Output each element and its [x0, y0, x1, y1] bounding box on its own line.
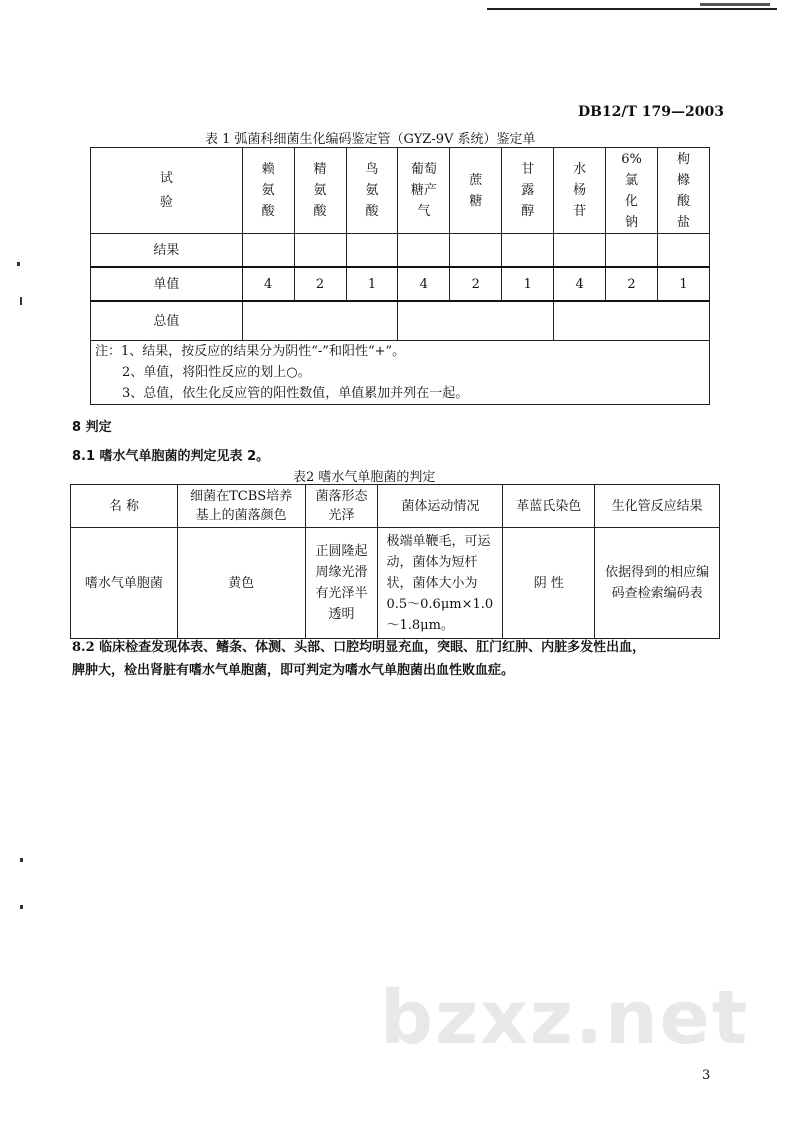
- unit-value: 1: [346, 267, 398, 301]
- table2: [70, 484, 720, 639]
- table2-row: [71, 528, 720, 639]
- total-cell: [554, 301, 710, 341]
- header-rule-accent: [700, 3, 770, 6]
- unit-value: 1: [657, 267, 709, 301]
- column-header: 革蓝氏染色: [503, 485, 595, 528]
- column-header: 6%氯化钠: [606, 148, 658, 234]
- note-2: 2、单值，将阳性反应的划上○。: [122, 365, 311, 380]
- unit-label: 单值: [91, 267, 243, 301]
- column-header: 水杨苷: [554, 148, 606, 234]
- motility: 极端单鞭毛，可运动，菌体为短杆状，菌体大小为0.5～0.6μm×1.0～1.8μm。: [378, 528, 503, 639]
- unit-value-row: [91, 267, 710, 301]
- table1-notes: [90, 338, 710, 405]
- column-header: 葡萄糖产气: [398, 148, 450, 234]
- table1-header-row: [91, 148, 710, 234]
- column-header: 菌落形态光泽: [305, 485, 378, 528]
- result-cell: [606, 234, 658, 268]
- table1-caption: 表 1 弧菌科细菌生化编码鉴定管（GYZ-9V 系统）鉴定单: [205, 132, 536, 147]
- unit-value: 4: [554, 267, 606, 301]
- note-1: 注：1、结果，按反应的结果分为阴性“-”和阳性“+”。: [95, 344, 406, 359]
- result-cell: [450, 234, 502, 268]
- scan-mark: [17, 262, 20, 266]
- column-header: 甘露醇: [502, 148, 554, 234]
- test-label: 试 验: [159, 170, 173, 210]
- page-number: 3: [702, 1068, 711, 1083]
- colony-color: 黄色: [177, 528, 305, 639]
- table2-header-row: [71, 485, 720, 528]
- column-header: 赖氨酸: [242, 148, 294, 234]
- total-cell: [398, 301, 554, 341]
- unit-value: 2: [294, 267, 346, 301]
- result-cell: [346, 234, 398, 268]
- header-rule: [487, 8, 777, 10]
- column-header: 生化管反应结果: [595, 485, 720, 528]
- document-number: DB12/T 179—2003: [577, 104, 724, 120]
- column-header: 鸟氨酸: [346, 148, 398, 234]
- scan-mark: [20, 297, 22, 305]
- unit-value: 4: [242, 267, 294, 301]
- colony-morphology: 正圆隆起周缘光滑有光泽半透明: [305, 528, 378, 639]
- table1: [90, 147, 710, 341]
- table2-caption: 表2 嗜水气单胞菌的判定: [293, 470, 436, 485]
- unit-value: 2: [606, 267, 658, 301]
- unit-value: 2: [450, 267, 502, 301]
- result-cell: [398, 234, 450, 268]
- bacteria-name: 嗜水气单胞菌: [71, 528, 178, 639]
- total-label: 总值: [91, 301, 243, 341]
- result-cell: [657, 234, 709, 268]
- column-header: 枸橼酸盐: [657, 148, 709, 234]
- gram-stain: 阴 性: [503, 528, 595, 639]
- section-8-title: 8 判定: [72, 420, 112, 435]
- column-header: 蔗糖: [450, 148, 502, 234]
- section-8-1: 8.1 嗜水气单胞菌的判定见表 2。: [72, 449, 270, 464]
- unit-value: 1: [502, 267, 554, 301]
- result-row: [91, 234, 710, 268]
- column-header: 名 称: [71, 485, 178, 528]
- total-cell: [242, 301, 398, 341]
- column-header: 菌体运动情况: [378, 485, 503, 528]
- result-cell: [502, 234, 554, 268]
- result-cell: [242, 234, 294, 268]
- column-header: 细菌在TCBS培养基上的菌落颜色: [177, 485, 305, 528]
- total-row: [91, 301, 710, 341]
- result-cell: [294, 234, 346, 268]
- column-header: 精氨酸: [294, 148, 346, 234]
- scan-mark: [20, 858, 23, 862]
- note-3: 3、总值，依生化反应管的阳性数值，单值累加并列在一起。: [122, 386, 469, 401]
- watermark: bzxz.net: [380, 975, 750, 1061]
- test-label-cell: [91, 148, 243, 234]
- result-cell: [554, 234, 606, 268]
- unit-value: 4: [398, 267, 450, 301]
- biochem-result: 依据得到的相应编码查检索编码表: [595, 528, 720, 639]
- section-8-2-line-2: 脾肿大，检出肾脏有嗜水气单胞菌，即可判定为嗜水气单胞菌出血性败血症。: [72, 663, 515, 678]
- result-label: 结果: [91, 234, 243, 268]
- scan-mark: [20, 905, 23, 909]
- section-8-2-line-1: 8.2 临床检查发现体表、鳍条、体测、头部、口腔均明显充血，突眼、肛门红肿、内脏多发性出血，: [72, 640, 646, 655]
